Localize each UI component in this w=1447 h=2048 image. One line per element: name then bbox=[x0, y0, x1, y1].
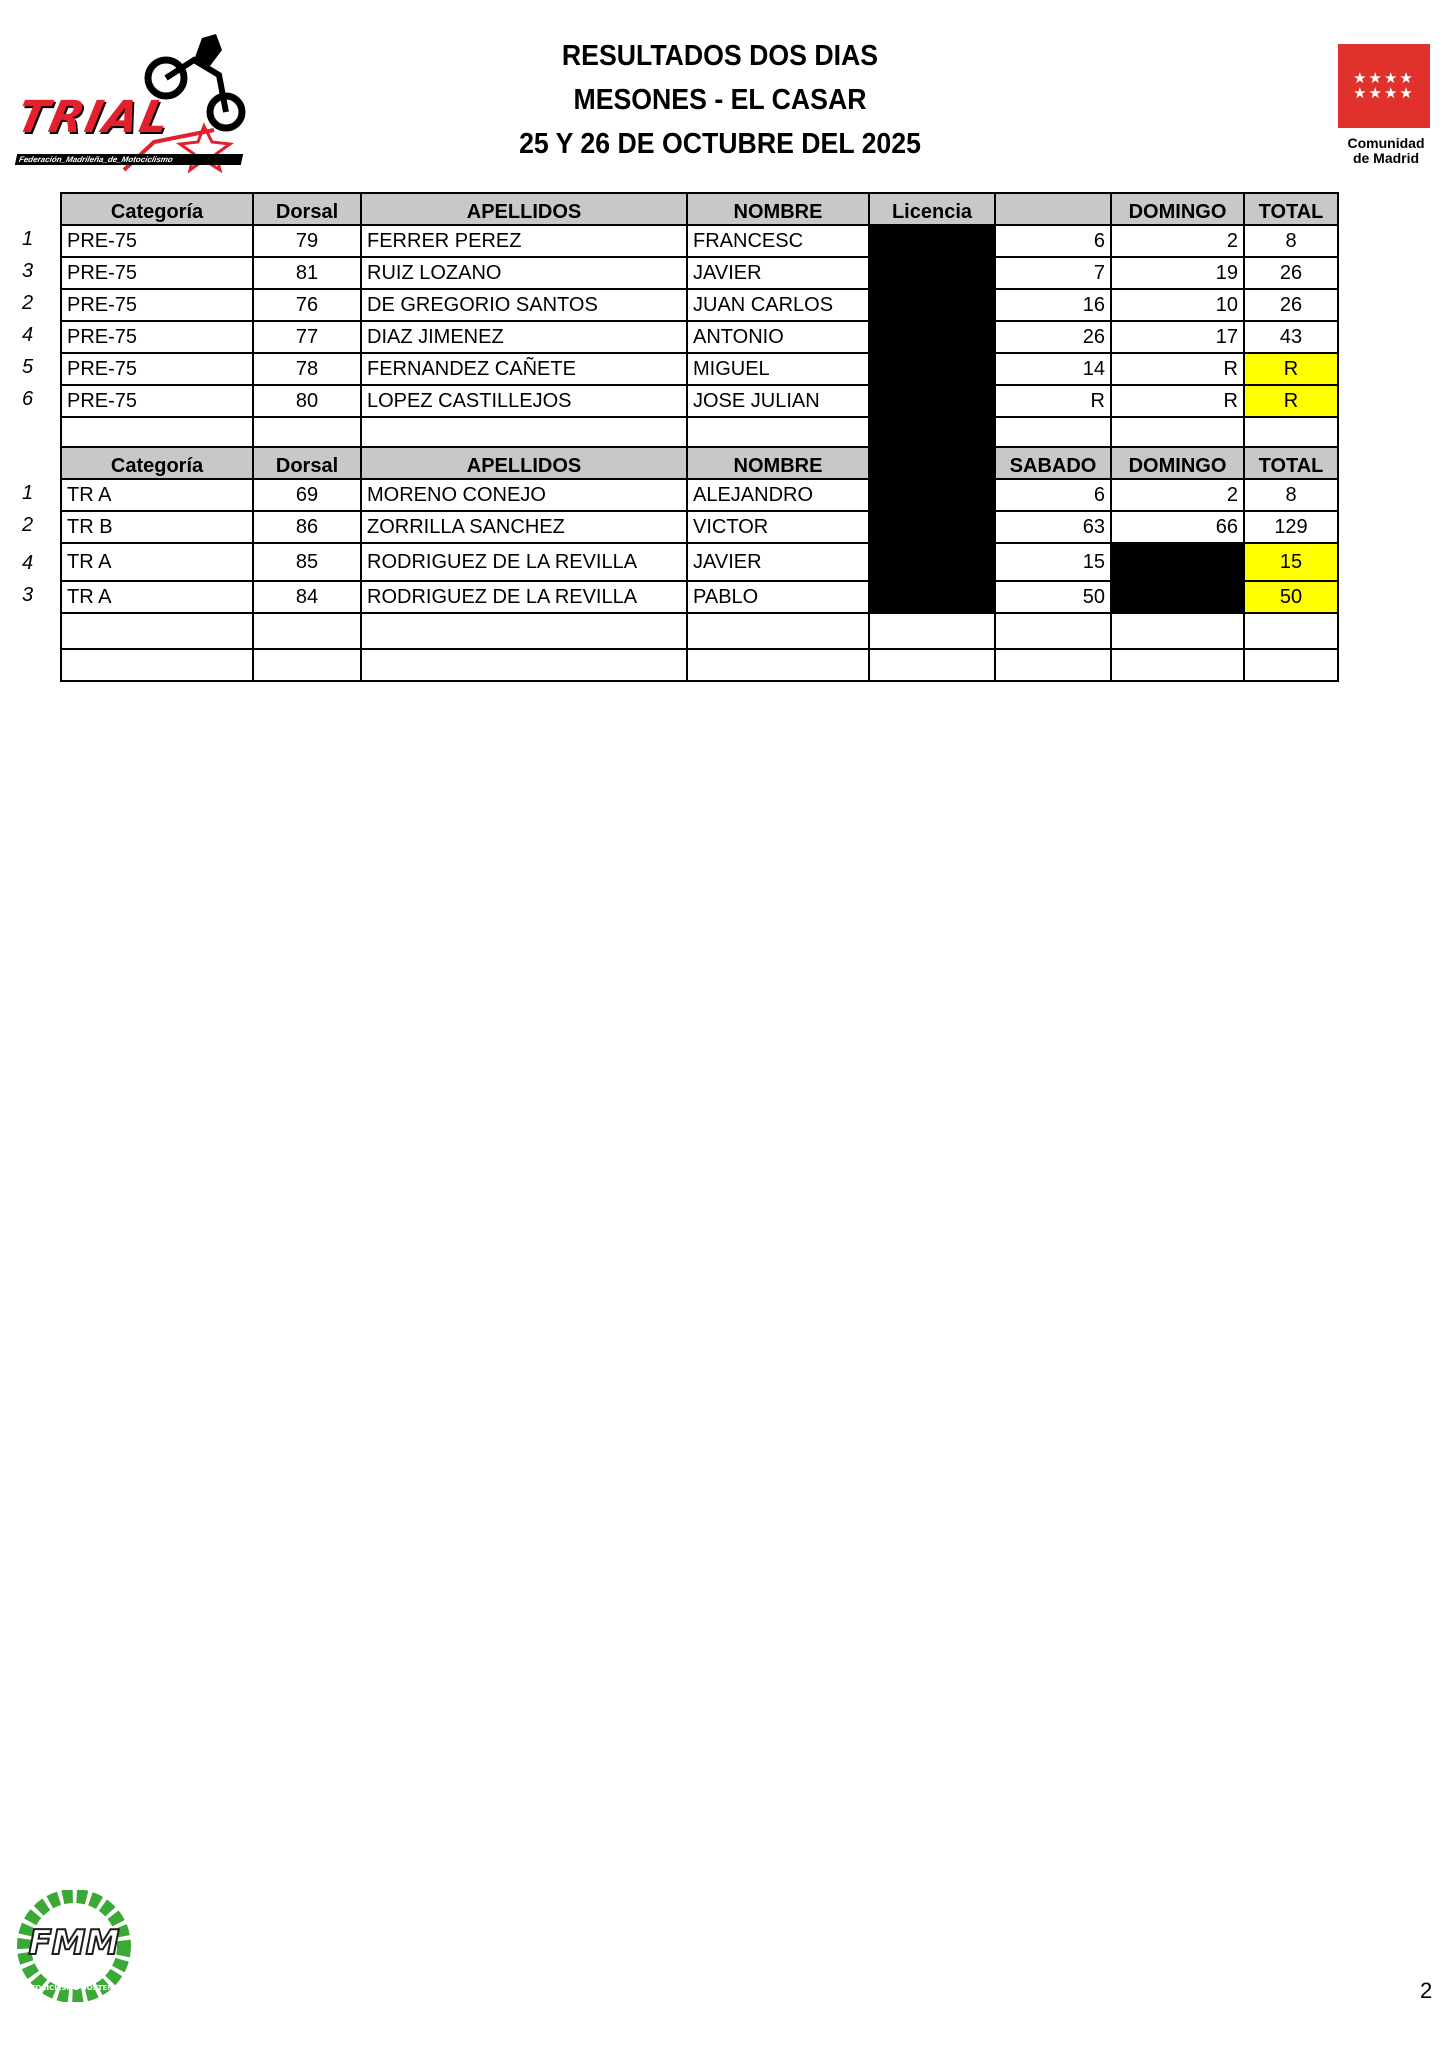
madrid-flag bbox=[1338, 44, 1430, 128]
table-row bbox=[61, 225, 1338, 257]
cell-empty bbox=[995, 417, 1111, 447]
fmm-logo-text: MOTOCICLISMO SOSTENIBLE bbox=[17, 1984, 131, 1992]
cell-licencia-redacted bbox=[869, 353, 995, 385]
madrid-stars-row-2: ★★★★ bbox=[1353, 85, 1415, 102]
cell-apellidos: ZORRILLA SANCHEZ bbox=[361, 511, 687, 543]
results-table-tr bbox=[60, 446, 1339, 682]
cell-licencia-redacted bbox=[869, 511, 995, 543]
cell-empty bbox=[361, 417, 687, 447]
table-empty-row bbox=[61, 649, 1338, 681]
cell-domingo: 2 bbox=[1111, 225, 1244, 257]
madrid-logo-line-2: de Madrid bbox=[1352, 150, 1420, 166]
cell-categoria: PRE-75 bbox=[61, 321, 253, 353]
cell-categoria: PRE-75 bbox=[61, 289, 253, 321]
cell-dorsal: 77 bbox=[253, 321, 361, 353]
position-number: 4 bbox=[22, 552, 34, 574]
title-line-1: RESULTADOS DOS DIAS bbox=[561, 40, 879, 72]
header-domingo: DOMINGO bbox=[1111, 193, 1244, 225]
cell-nombre: ALEJANDRO bbox=[687, 479, 869, 511]
cell-sabado: 6 bbox=[995, 225, 1111, 257]
cell-apellidos: FERRER PEREZ bbox=[361, 225, 687, 257]
cell-sabado: 26 bbox=[995, 321, 1111, 353]
cell-dorsal: 78 bbox=[253, 353, 361, 385]
cell-dorsal: 85 bbox=[253, 543, 361, 581]
document-title bbox=[462, 34, 977, 166]
cell-empty bbox=[1244, 613, 1338, 649]
cell-categoria: PRE-75 bbox=[61, 353, 253, 385]
cell-total-highlighted: R bbox=[1244, 353, 1338, 385]
table-empty-row bbox=[61, 417, 1338, 447]
cell-sabado: 63 bbox=[995, 511, 1111, 543]
fmm-logo bbox=[4, 1890, 144, 2002]
cell-total: 26 bbox=[1244, 289, 1338, 321]
cell-empty bbox=[1244, 649, 1338, 681]
cell-sabado: 7 bbox=[995, 257, 1111, 289]
cell-licencia-redacted bbox=[869, 479, 995, 511]
cell-empty bbox=[1244, 417, 1338, 447]
table-row bbox=[61, 257, 1338, 289]
cell-licencia-redacted bbox=[869, 321, 995, 353]
cell-categoria: TR A bbox=[61, 479, 253, 511]
cell-empty bbox=[1111, 649, 1244, 681]
position-number: 3 bbox=[22, 584, 34, 606]
table-empty-row bbox=[61, 613, 1338, 649]
cell-categoria: PRE-75 bbox=[61, 225, 253, 257]
table-header-row bbox=[61, 447, 1338, 479]
cell-dorsal: 81 bbox=[253, 257, 361, 289]
cell-nombre: JUAN CARLOS bbox=[687, 289, 869, 321]
cell-licencia-redacted bbox=[869, 543, 995, 581]
cell-nombre: JOSE JULIAN bbox=[687, 385, 869, 417]
cell-apellidos: LOPEZ CASTILLEJOS bbox=[361, 385, 687, 417]
position-number: 2 bbox=[22, 514, 34, 536]
cell-nombre: JAVIER bbox=[687, 543, 869, 581]
cell-domingo-redacted bbox=[1111, 581, 1244, 613]
cell-empty bbox=[1111, 417, 1244, 447]
header-sabado-blank bbox=[995, 193, 1111, 225]
cell-empty bbox=[61, 613, 253, 649]
cell-nombre: VICTOR bbox=[687, 511, 869, 543]
cell-domingo: 17 bbox=[1111, 321, 1244, 353]
cell-categoria: TR A bbox=[61, 581, 253, 613]
cell-empty bbox=[1111, 613, 1244, 649]
cell-total-highlighted: 15 bbox=[1244, 543, 1338, 581]
header-dorsal: Dorsal bbox=[253, 447, 361, 479]
page-number: 2 bbox=[1420, 1978, 1433, 2003]
cell-apellidos: RODRIGUEZ DE LA REVILLA bbox=[361, 543, 687, 581]
table-row bbox=[61, 543, 1338, 581]
cell-total: 26 bbox=[1244, 257, 1338, 289]
cell-empty bbox=[687, 649, 869, 681]
cell-domingo: 2 bbox=[1111, 479, 1244, 511]
position-number: 2 bbox=[22, 292, 34, 314]
cell-categoria: TR A bbox=[61, 543, 253, 581]
trial-logo-subtitle: Federación_Madrileña_de_Motociclismo bbox=[15, 154, 243, 165]
cell-domingo: 19 bbox=[1111, 257, 1244, 289]
cell-domingo: 66 bbox=[1111, 511, 1244, 543]
cell-total: 8 bbox=[1244, 225, 1338, 257]
cell-dorsal: 79 bbox=[253, 225, 361, 257]
cell-empty bbox=[687, 613, 869, 649]
comunidad-madrid-logo bbox=[1338, 44, 1434, 166]
cell-domingo: 10 bbox=[1111, 289, 1244, 321]
cell-dorsal: 69 bbox=[253, 479, 361, 511]
cell-empty bbox=[253, 613, 361, 649]
trial-logo bbox=[4, 30, 254, 180]
header-licencia: Licencia bbox=[869, 193, 995, 225]
cell-categoria: PRE-75 bbox=[61, 385, 253, 417]
cell-categoria: PRE-75 bbox=[61, 257, 253, 289]
madrid-stars-row-1: ★★★★ bbox=[1353, 70, 1415, 87]
cell-apellidos: RODRIGUEZ DE LA REVILLA bbox=[361, 581, 687, 613]
header-apellidos: APELLIDOS bbox=[361, 447, 687, 479]
cell-empty bbox=[995, 649, 1111, 681]
cell-apellidos: FERNANDEZ CAÑETE bbox=[361, 353, 687, 385]
results-table-pre75 bbox=[60, 192, 1339, 448]
fmm-gear-icon bbox=[4, 1890, 144, 2002]
cell-nombre: ANTONIO bbox=[687, 321, 869, 353]
cell-nombre: MIGUEL bbox=[687, 353, 869, 385]
header-nombre: NOMBRE bbox=[687, 193, 869, 225]
cell-apellidos: RUIZ LOZANO bbox=[361, 257, 687, 289]
madrid-logo-line-1: Comunidad bbox=[1347, 135, 1425, 151]
table-row bbox=[61, 581, 1338, 613]
cell-empty bbox=[253, 417, 361, 447]
fmm-logo-word: FMM bbox=[28, 1923, 120, 1963]
cell-empty bbox=[869, 613, 995, 649]
cell-dorsal: 76 bbox=[253, 289, 361, 321]
cell-licencia-redacted bbox=[869, 385, 995, 417]
cell-apellidos: DIAZ JIMENEZ bbox=[361, 321, 687, 353]
trial-logo-word: TRIAL bbox=[12, 92, 176, 143]
table-header-row bbox=[61, 193, 1338, 225]
title-line-3: 25 Y 26 DE OCTUBRE DEL 2025 bbox=[519, 128, 921, 160]
cell-domingo: R bbox=[1111, 385, 1244, 417]
table-row bbox=[61, 321, 1338, 353]
cell-apellidos: DE GREGORIO SANTOS bbox=[361, 289, 687, 321]
cell-sabado: 6 bbox=[995, 479, 1111, 511]
header-total: TOTAL bbox=[1244, 193, 1338, 225]
position-number: 1 bbox=[22, 482, 34, 504]
cell-empty bbox=[869, 649, 995, 681]
cell-domingo-redacted bbox=[1111, 543, 1244, 581]
cell-licencia-redacted bbox=[869, 225, 995, 257]
cell-sabado: 16 bbox=[995, 289, 1111, 321]
cell-domingo: R bbox=[1111, 353, 1244, 385]
cell-empty bbox=[61, 649, 253, 681]
position-number: 5 bbox=[22, 356, 34, 378]
position-number: 1 bbox=[22, 228, 34, 250]
table-row bbox=[61, 289, 1338, 321]
cell-licencia-redacted bbox=[869, 289, 995, 321]
cell-total: 43 bbox=[1244, 321, 1338, 353]
position-number: 6 bbox=[22, 388, 34, 410]
cell-nombre: PABLO bbox=[687, 581, 869, 613]
cell-total: 129 bbox=[1244, 511, 1338, 543]
cell-sabado: 15 bbox=[995, 543, 1111, 581]
cell-empty bbox=[687, 417, 869, 447]
title-line-2: MESONES - EL CASAR bbox=[573, 84, 867, 116]
cell-dorsal: 84 bbox=[253, 581, 361, 613]
cell-empty bbox=[253, 649, 361, 681]
table-row bbox=[61, 353, 1338, 385]
header-sabado: SABADO bbox=[995, 447, 1111, 479]
header-nombre: NOMBRE bbox=[687, 447, 869, 479]
cell-licencia-redacted bbox=[869, 447, 995, 479]
header-total: TOTAL bbox=[1244, 447, 1338, 479]
table-row bbox=[61, 385, 1338, 417]
cell-empty bbox=[361, 613, 687, 649]
cell-apellidos: MORENO CONEJO bbox=[361, 479, 687, 511]
cell-nombre: JAVIER bbox=[687, 257, 869, 289]
cell-empty bbox=[361, 649, 687, 681]
cell-sabado: 14 bbox=[995, 353, 1111, 385]
position-number: 3 bbox=[22, 260, 34, 282]
table-row bbox=[61, 511, 1338, 543]
header-domingo: DOMINGO bbox=[1111, 447, 1244, 479]
cell-dorsal: 80 bbox=[253, 385, 361, 417]
madrid-logo-text bbox=[1338, 136, 1434, 166]
cell-licencia-redacted bbox=[869, 257, 995, 289]
cell-licencia-redacted bbox=[869, 417, 995, 447]
cell-nombre: FRANCESC bbox=[687, 225, 869, 257]
cell-categoria: TR B bbox=[61, 511, 253, 543]
cell-total-highlighted: R bbox=[1244, 385, 1338, 417]
cell-dorsal: 86 bbox=[253, 511, 361, 543]
cell-sabado: R bbox=[995, 385, 1111, 417]
position-number: 4 bbox=[22, 324, 34, 346]
cell-total-highlighted: 50 bbox=[1244, 581, 1338, 613]
header-categoria: Categoría bbox=[61, 447, 253, 479]
cell-licencia-redacted bbox=[869, 581, 995, 613]
header-categoria: Categoría bbox=[61, 193, 253, 225]
cell-empty bbox=[61, 417, 253, 447]
cell-empty bbox=[995, 613, 1111, 649]
table-row bbox=[61, 479, 1338, 511]
cell-sabado: 50 bbox=[995, 581, 1111, 613]
cell-total: 8 bbox=[1244, 479, 1338, 511]
header-dorsal: Dorsal bbox=[253, 193, 361, 225]
header-apellidos: APELLIDOS bbox=[361, 193, 687, 225]
